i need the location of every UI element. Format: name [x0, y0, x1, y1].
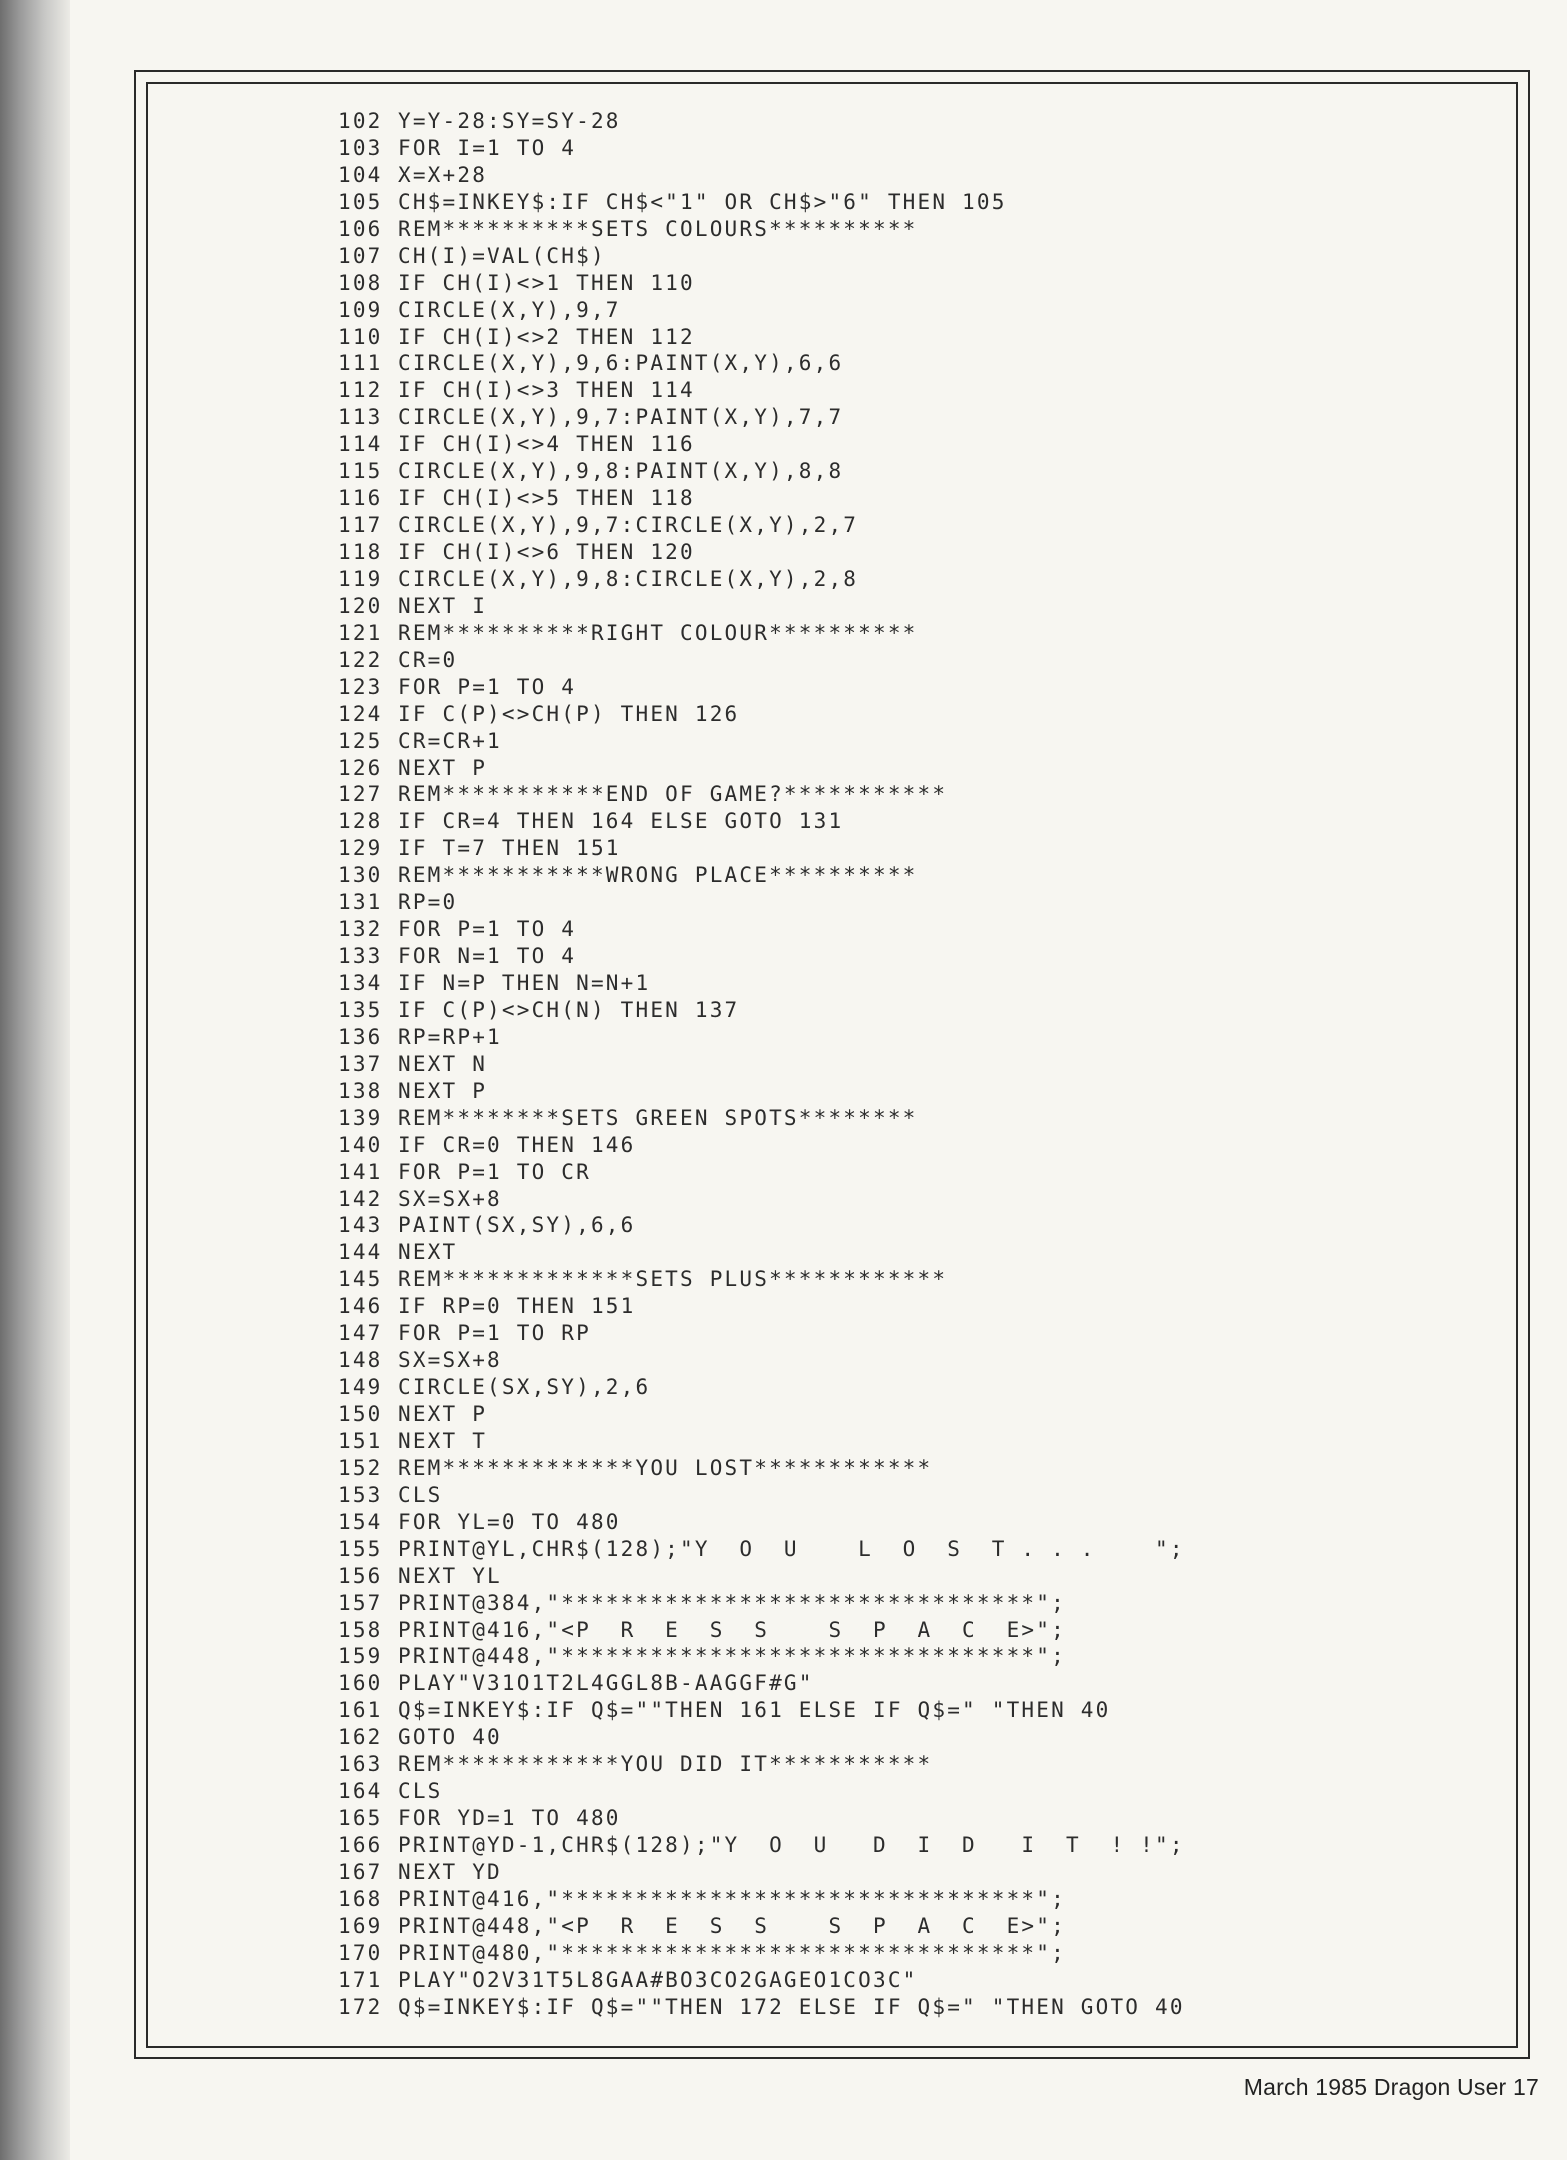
line-code: IF CH(I)<>4 THEN 116 — [398, 432, 695, 457]
line-code: IF CH(I)<>5 THEN 118 — [398, 486, 695, 511]
code-line — [338, 1751, 1488, 1778]
line-number: 112 — [338, 378, 383, 403]
line-code: FOR P=1 TO 4 — [398, 674, 577, 699]
code-line — [338, 1617, 1488, 1644]
line-code: CIRCLE(X,Y),9,6:PAINT(X,Y),6,6 — [398, 351, 844, 376]
line-code: CH$=INKEY$:IF CH$<"1" OR CH$>"6" THEN 105 — [398, 189, 1007, 214]
line-number: 170 — [338, 1940, 383, 1965]
code-line — [338, 1832, 1488, 1859]
line-number: 119 — [338, 566, 383, 591]
code-line — [338, 1051, 1488, 1078]
code-line — [338, 162, 1488, 189]
line-number: 167 — [338, 1859, 383, 1884]
code-line — [338, 701, 1488, 728]
code-line — [338, 1536, 1488, 1563]
line-number: 135 — [338, 997, 383, 1022]
line-number: 102 — [338, 109, 383, 133]
code-line — [338, 1320, 1488, 1347]
line-code: REM*************YOU LOST************ — [398, 1455, 933, 1480]
line-code: CIRCLE(X,Y),9,7:CIRCLE(X,Y),2,7 — [398, 513, 859, 538]
line-number: 157 — [338, 1590, 383, 1615]
line-code: IF T=7 THEN 151 — [398, 836, 621, 861]
code-line — [338, 1078, 1488, 1105]
line-number: 139 — [338, 1105, 383, 1130]
code-line — [338, 297, 1488, 324]
code-line — [338, 1913, 1488, 1940]
line-number: 131 — [338, 890, 383, 915]
code-line — [338, 1940, 1488, 1967]
line-code: NEXT YL — [398, 1563, 502, 1588]
line-code: RP=0 — [398, 890, 458, 915]
line-code: PRINT@416,"<P R E S S S P A C E>"; — [398, 1617, 1066, 1642]
line-code: IF CR=0 THEN 146 — [398, 1132, 636, 1157]
line-number: 118 — [338, 540, 383, 564]
code-line — [338, 1805, 1488, 1832]
code-line — [338, 1590, 1488, 1617]
line-code: IF C(P)<>CH(N) THEN 137 — [398, 997, 740, 1022]
line-code: CLS — [398, 1779, 443, 1804]
code-line — [338, 1509, 1488, 1536]
line-code: CR=0 — [398, 647, 458, 672]
line-number: 137 — [338, 1051, 383, 1076]
code-line — [338, 1401, 1488, 1428]
code-line — [338, 1967, 1488, 1994]
code-line — [338, 350, 1488, 377]
line-code: PRINT@416,"********************************"; — [398, 1886, 1066, 1911]
code-line — [338, 593, 1488, 620]
code-line — [338, 916, 1488, 943]
code-line — [338, 1212, 1488, 1239]
line-code: NEXT P — [398, 755, 488, 780]
line-code: CIRCLE(X,Y),9,7 — [398, 297, 621, 322]
line-number: 136 — [338, 1024, 383, 1049]
line-code: NEXT N — [398, 1051, 488, 1076]
line-code: FOR I=1 TO 4 — [398, 135, 577, 160]
code-line — [338, 1159, 1488, 1186]
line-number: 104 — [338, 162, 383, 187]
line-number: 141 — [338, 1159, 383, 1184]
line-number: 143 — [338, 1213, 383, 1238]
line-code: CIRCLE(X,Y),9,8:CIRCLE(X,Y),2,8 — [398, 566, 859, 591]
code-line — [338, 1186, 1488, 1213]
line-code: NEXT P — [398, 1402, 488, 1426]
line-number: 115 — [338, 459, 383, 484]
line-code: CIRCLE(SX,SY),2,6 — [398, 1375, 651, 1400]
line-number: 155 — [338, 1536, 383, 1561]
line-number: 171 — [338, 1967, 383, 1992]
line-number: 159 — [338, 1644, 383, 1669]
line-code: REM*************SETS PLUS************ — [398, 1267, 948, 1292]
line-number: 108 — [338, 270, 383, 295]
code-line — [338, 862, 1488, 889]
line-number: 160 — [338, 1671, 383, 1696]
code-line — [338, 970, 1488, 997]
line-code: PRINT@480,"********************************"; — [398, 1940, 1066, 1965]
line-code: CR=CR+1 — [398, 728, 502, 753]
line-code: Y=Y-28:SY=SY-28 — [398, 109, 621, 133]
code-line — [338, 135, 1488, 162]
line-number: 151 — [338, 1428, 383, 1453]
line-number: 146 — [338, 1294, 383, 1319]
code-line — [338, 189, 1488, 216]
code-line — [338, 728, 1488, 755]
line-code: PLAY"O2V31T5L8GAA#BO3CO2GAGEO1CO3C" — [398, 1967, 918, 1992]
code-line — [338, 808, 1488, 835]
code-line — [338, 1266, 1488, 1293]
code-line — [338, 566, 1488, 593]
line-code: Q$=INKEY$:IF Q$=""THEN 172 ELSE IF Q$=" "THEN GOTO 40 — [398, 1994, 1185, 2019]
line-number: 110 — [338, 324, 383, 349]
basic-program-listing — [338, 108, 1488, 2021]
line-number: 122 — [338, 647, 383, 672]
code-line — [338, 674, 1488, 701]
code-line — [338, 512, 1488, 539]
line-number: 145 — [338, 1267, 383, 1292]
line-code: REM************YOU DID IT*********** — [398, 1752, 933, 1777]
line-code: NEXT T — [398, 1428, 488, 1453]
line-number: 120 — [338, 593, 383, 618]
line-code: NEXT P — [398, 1078, 488, 1103]
code-line — [338, 1886, 1488, 1913]
line-code: FOR YD=1 TO 480 — [398, 1806, 621, 1831]
line-code: REM**********SETS COLOURS********** — [398, 216, 918, 241]
line-number: 106 — [338, 216, 383, 241]
line-number: 138 — [338, 1078, 383, 1103]
line-code: IF CR=4 THEN 164 ELSE GOTO 131 — [398, 809, 844, 834]
line-number: 168 — [338, 1886, 383, 1911]
line-number: 166 — [338, 1833, 383, 1857]
line-code: REM***********END OF GAME?*********** — [398, 782, 948, 807]
code-line — [338, 943, 1488, 970]
line-number: 133 — [338, 944, 383, 969]
line-code: PRINT@YD-1,CHR$(128);"Y O U D I D I T ! !"; — [398, 1833, 1185, 1857]
line-number: 107 — [338, 243, 383, 268]
line-number: 127 — [338, 782, 383, 807]
line-code: IF CH(I)<>3 THEN 114 — [398, 378, 695, 403]
code-line — [338, 1643, 1488, 1670]
code-line — [338, 108, 1488, 135]
line-code: FOR P=1 TO 4 — [398, 917, 577, 942]
code-line — [338, 1697, 1488, 1724]
line-code: NEXT — [398, 1240, 458, 1265]
code-line — [338, 324, 1488, 351]
line-number: 152 — [338, 1455, 383, 1480]
code-line — [338, 485, 1488, 512]
line-number: 123 — [338, 674, 383, 699]
line-code: FOR P=1 TO CR — [398, 1159, 591, 1184]
line-code: IF CH(I)<>1 THEN 110 — [398, 270, 695, 295]
line-code: NEXT I — [398, 593, 488, 618]
line-code: GOTO 40 — [398, 1725, 502, 1750]
code-line — [338, 1132, 1488, 1159]
line-code: IF RP=0 THEN 151 — [398, 1294, 636, 1319]
line-code: NEXT YD — [398, 1859, 502, 1884]
line-code: CH(I)=VAL(CH$) — [398, 243, 606, 268]
line-number: 163 — [338, 1752, 383, 1777]
line-code: CIRCLE(X,Y),9,7:PAINT(X,Y),7,7 — [398, 405, 844, 430]
line-code: SX=SX+8 — [398, 1348, 502, 1373]
code-line — [338, 458, 1488, 485]
code-line — [338, 270, 1488, 297]
line-code: X=X+28 — [398, 162, 488, 187]
line-number: 124 — [338, 701, 383, 726]
line-number: 129 — [338, 836, 383, 861]
line-code: CLS — [398, 1482, 443, 1507]
line-number: 165 — [338, 1806, 383, 1831]
code-line — [338, 1428, 1488, 1455]
line-code: PRINT@384,"********************************"; — [398, 1590, 1066, 1615]
code-line — [338, 1105, 1488, 1132]
line-number: 121 — [338, 620, 383, 645]
code-line — [338, 377, 1488, 404]
line-code: REM***********WRONG PLACE********** — [398, 863, 918, 888]
line-number: 162 — [338, 1725, 383, 1750]
line-code: IF CH(I)<>6 THEN 120 — [398, 540, 695, 564]
code-line — [338, 835, 1488, 862]
line-number: 134 — [338, 971, 383, 995]
line-code: RP=RP+1 — [398, 1024, 502, 1049]
line-code: PRINT@448,"<P R E S S S P A C E>"; — [398, 1913, 1066, 1938]
code-line — [338, 647, 1488, 674]
code-line — [338, 889, 1488, 916]
code-line — [338, 620, 1488, 647]
code-line — [338, 431, 1488, 458]
code-line — [338, 1374, 1488, 1401]
code-line — [338, 1778, 1488, 1805]
line-code: PRINT@YL,CHR$(128);"Y O U L O S T . . . "; — [398, 1536, 1185, 1561]
line-code: IF C(P)<>CH(P) THEN 126 — [398, 701, 740, 726]
line-number: 125 — [338, 728, 383, 753]
line-number: 142 — [338, 1186, 383, 1211]
line-number: 105 — [338, 189, 383, 214]
line-code: SX=SX+8 — [398, 1186, 502, 1211]
line-code: PLAY"V31O1T2L4GGL8B-AAGGF#G" — [398, 1671, 814, 1696]
code-line — [338, 1994, 1488, 2021]
code-line — [338, 755, 1488, 782]
line-number: 113 — [338, 405, 383, 430]
line-number: 126 — [338, 755, 383, 780]
line-number: 148 — [338, 1348, 383, 1373]
line-number: 158 — [338, 1617, 383, 1642]
page-binding-shadow — [0, 0, 70, 2160]
line-number: 128 — [338, 809, 383, 834]
code-line — [338, 1482, 1488, 1509]
code-line — [338, 1239, 1488, 1266]
line-code: REM********SETS GREEN SPOTS******** — [398, 1105, 918, 1130]
line-code: FOR N=1 TO 4 — [398, 944, 577, 969]
code-line — [338, 216, 1488, 243]
code-line — [338, 781, 1488, 808]
line-number: 103 — [338, 135, 383, 160]
code-line — [338, 1293, 1488, 1320]
line-code: IF N=P THEN N=N+1 — [398, 971, 651, 995]
line-number: 147 — [338, 1321, 383, 1346]
line-number: 169 — [338, 1913, 383, 1938]
code-line — [338, 1024, 1488, 1051]
line-number: 114 — [338, 432, 383, 457]
code-line — [338, 1563, 1488, 1590]
code-line — [338, 997, 1488, 1024]
code-line — [338, 404, 1488, 431]
line-number: 130 — [338, 863, 383, 888]
code-line — [338, 1724, 1488, 1751]
line-number: 149 — [338, 1375, 383, 1400]
line-number: 164 — [338, 1779, 383, 1804]
code-line — [338, 243, 1488, 270]
code-line — [338, 1347, 1488, 1374]
line-code: FOR P=1 TO RP — [398, 1321, 591, 1346]
page-footer: March 1985 Dragon User 17 — [1243, 2074, 1539, 2100]
line-number: 132 — [338, 917, 383, 942]
line-number: 116 — [338, 486, 383, 511]
code-line — [338, 1455, 1488, 1482]
line-code: PRINT@448,"********************************"; — [398, 1644, 1066, 1669]
line-number: 154 — [338, 1509, 383, 1534]
line-number: 117 — [338, 513, 383, 538]
line-number: 156 — [338, 1563, 383, 1588]
code-line — [338, 539, 1488, 566]
line-code: FOR YL=0 TO 480 — [398, 1509, 621, 1534]
code-line — [338, 1670, 1488, 1697]
line-number: 111 — [338, 351, 383, 376]
line-number: 150 — [338, 1402, 383, 1426]
line-code: PAINT(SX,SY),6,6 — [398, 1213, 636, 1238]
line-code: CIRCLE(X,Y),9,8:PAINT(X,Y),8,8 — [398, 459, 844, 484]
line-number: 144 — [338, 1240, 383, 1265]
line-number: 153 — [338, 1482, 383, 1507]
line-code: REM**********RIGHT COLOUR********** — [398, 620, 918, 645]
line-code: Q$=INKEY$:IF Q$=""THEN 161 ELSE IF Q$=" "THEN 40 — [398, 1698, 1111, 1723]
code-line — [338, 1859, 1488, 1886]
line-number: 140 — [338, 1132, 383, 1157]
line-number: 161 — [338, 1698, 383, 1723]
line-number: 109 — [338, 297, 383, 322]
line-code: IF CH(I)<>2 THEN 112 — [398, 324, 695, 349]
line-number: 172 — [338, 1994, 383, 2019]
